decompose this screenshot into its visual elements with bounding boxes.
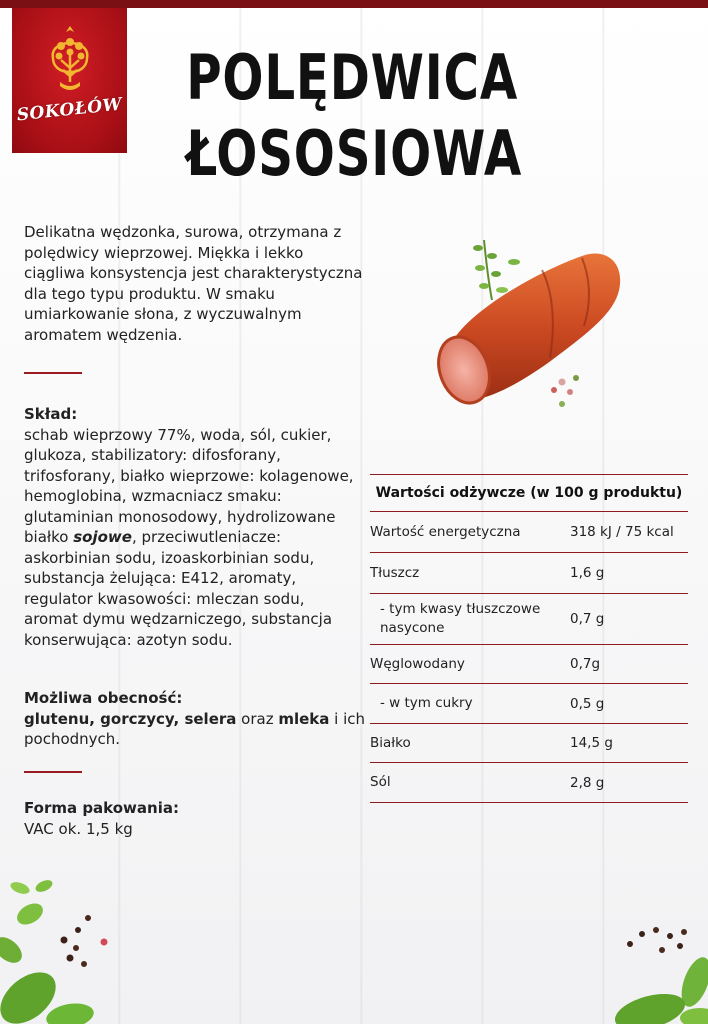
brand-logo bbox=[12, 8, 127, 153]
divider-rule bbox=[24, 372, 82, 374]
packaging-section bbox=[24, 798, 354, 839]
allergens-rest: i ich pochodnych. bbox=[24, 709, 366, 748]
title-line-1: POLĘDWICA bbox=[186, 41, 519, 114]
brand-name: SOKOŁÓW bbox=[15, 94, 124, 126]
table-row bbox=[370, 724, 688, 763]
row-value: 318 kJ / 75 kcal bbox=[570, 524, 674, 540]
table-row bbox=[370, 553, 688, 594]
top-bar bbox=[0, 0, 708, 8]
ingredients-title: Skład: bbox=[24, 405, 78, 423]
title-line-2: ŁOSOSIOWA bbox=[186, 117, 523, 190]
row-label: Węglowodany bbox=[370, 655, 465, 672]
table-row bbox=[370, 512, 688, 553]
allergens-title: Możliwa obecność: bbox=[24, 689, 183, 707]
ingredients-text: schab wieprzowy 77%, woda, sól, cukier, glukoza, stabilizatory: difosforany, trifosforany, białko wieprzowe: kolagenowe, hemoglobina, wzmacniacz smaku: glutaminian monosodowy, hydrolizowane białko bbox=[24, 425, 354, 546]
packaging-value: VAC ok. 1,5 kg bbox=[24, 819, 133, 838]
divider-rule bbox=[24, 771, 82, 773]
row-value: 0,5 g bbox=[570, 695, 605, 712]
table-row bbox=[370, 594, 688, 645]
row-value: 0,7g bbox=[570, 656, 601, 672]
allergens-milk: mleka bbox=[278, 709, 330, 728]
row-label: Sól bbox=[370, 774, 391, 790]
allergens-connector: oraz bbox=[236, 709, 279, 728]
row-value: 14,5 g bbox=[570, 735, 613, 751]
product-description: Delikatna wędzonka, surowa, otrzymana z polędwicy wieprzowej. Miękka i lekko ciągliwa konsystencja jest charakterystyczna dla tego typu produktu. W smaku umiarkowanie słona, z wyczuwalnym aromatem wędzenia. bbox=[24, 223, 363, 344]
basil-decoration-left bbox=[0, 870, 120, 1024]
packaging-title: Forma pakowania: bbox=[24, 799, 179, 817]
ingredients-allergen: sojowe bbox=[73, 528, 132, 546]
nutrition-title: Wartości odżywcze (w 100 g produktu) bbox=[375, 485, 683, 501]
product-image bbox=[432, 230, 632, 430]
row-value: 1,6 g bbox=[570, 565, 605, 581]
row-label: Tłuszcz bbox=[370, 564, 420, 581]
tree-emblem-icon bbox=[45, 24, 95, 94]
row-label: - tym kwasy tłuszczowe nasycone bbox=[380, 601, 541, 636]
page-title bbox=[186, 40, 523, 192]
row-label: Wartość energetyczna bbox=[370, 523, 521, 540]
table-row bbox=[370, 763, 688, 803]
allergens-section bbox=[24, 688, 369, 750]
ingredients-text-end: , przeciwutleniacze: askorbinian sodu, izoaskorbinian sodu, substancja żelująca: E412, aromaty, regulator kwasowości: mleczan sodu, aromat dymu wędzarniczego, substancja konserwująca: azotyn sodu. bbox=[24, 528, 333, 649]
row-label: Białko bbox=[370, 734, 411, 751]
row-value: 0,7 g bbox=[570, 611, 605, 627]
row-value: 2,8 g bbox=[570, 774, 605, 791]
basil-decoration-right bbox=[600, 920, 708, 1024]
row-label: - w tym cukry bbox=[380, 695, 473, 711]
table-row bbox=[370, 645, 688, 684]
nutrition-table bbox=[370, 474, 688, 803]
ingredients-section bbox=[24, 404, 359, 650]
allergens-list: glutenu, gorczycy, selera bbox=[24, 709, 237, 728]
table-row bbox=[370, 684, 688, 724]
